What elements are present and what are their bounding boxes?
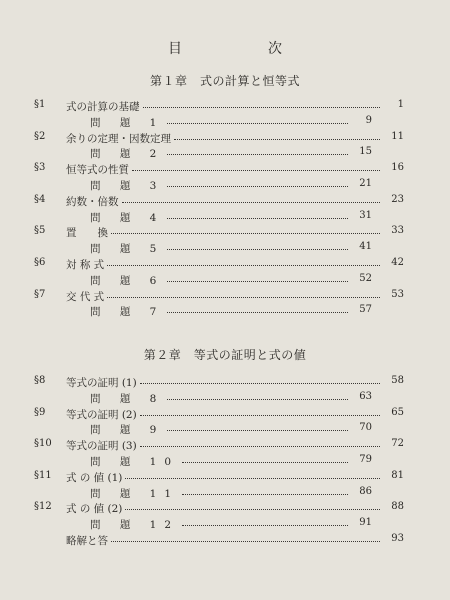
page-number: 86 [359, 485, 372, 497]
toc-section-entry [0, 99, 450, 115]
entry-label: 問 題 8 [90, 392, 165, 405]
dot-leader [125, 478, 380, 479]
dot-leader [167, 399, 348, 400]
entry-label: 置 換 [66, 227, 108, 240]
page-number: 11 [391, 130, 404, 142]
entry-label: 対 称 式 [66, 259, 105, 271]
toc-section-entry [0, 470, 450, 486]
entry-label: 問 題 1 [90, 116, 165, 129]
entry-label: 式 の 値 (2) [66, 503, 123, 516]
page-number: 31 [359, 209, 372, 221]
dot-leader [167, 249, 348, 250]
entry-label: 約数・倍数 [66, 195, 119, 208]
entry-label: 等式の証明 (1) [66, 377, 137, 389]
toc-problem-entry [0, 115, 450, 131]
section-number: §2 [34, 130, 46, 142]
toc-problem-entry [0, 517, 450, 533]
dot-leader [122, 202, 381, 203]
page-number: 57 [359, 304, 372, 316]
section-number: §10 [34, 438, 52, 450]
entry-label: 略解と答 [66, 535, 108, 547]
entry-label: 交 代 式 [66, 290, 105, 303]
dot-leader [107, 297, 380, 298]
section-number: §6 [34, 257, 46, 268]
page-number: 42 [391, 257, 404, 268]
entry-label: 余りの定理・因数定理 [66, 132, 171, 145]
page-number: 88 [391, 501, 404, 513]
section-number: §5 [34, 225, 46, 237]
toc-problem-entry [0, 146, 450, 162]
dot-leader [167, 312, 348, 313]
toc-section-entry [0, 162, 450, 178]
toc-section-entry [0, 438, 450, 454]
entry-label: 式 の 値 (1) [66, 471, 123, 484]
section-number: §11 [34, 469, 52, 481]
section-number: §9 [34, 406, 46, 418]
section-number: §12 [34, 501, 52, 513]
page-number: 15 [359, 146, 372, 158]
page-number: 70 [359, 422, 372, 434]
dot-leader [182, 525, 348, 526]
entry-label: 恒等式の性質 [66, 164, 129, 177]
toc-problem-entry [0, 486, 450, 502]
toc-title: 目 次 [168, 41, 318, 57]
page-number: 91 [359, 517, 372, 529]
dot-leader [140, 446, 380, 447]
toc-section-entry [0, 407, 450, 423]
entry-label: 式の計算の基礎 [66, 101, 140, 113]
dot-leader [111, 541, 380, 542]
dot-leader [182, 462, 348, 463]
toc-section-entry [0, 289, 450, 305]
toc-problem-entry [0, 454, 450, 470]
dot-leader [107, 265, 380, 266]
entry-label: 問 題 11 [90, 487, 180, 500]
section-number: §1 [34, 99, 46, 110]
dot-leader [140, 383, 380, 384]
entry-label: 等式の証明 (2) [66, 408, 137, 421]
entry-label: 問 題 7 [90, 306, 165, 319]
dot-leader [182, 494, 348, 495]
page-number: 23 [391, 193, 404, 205]
page-number: 33 [391, 225, 404, 237]
page-number: 65 [391, 406, 404, 418]
toc-problem-entry [0, 178, 450, 194]
page-number: 79 [359, 454, 372, 465]
entry-label: 問 題 9 [90, 424, 165, 437]
dot-leader [132, 170, 380, 171]
toc-problem-entry [0, 241, 450, 257]
dot-leader [125, 509, 380, 510]
dot-leader [140, 415, 380, 416]
chapter-heading: 第１章 式の計算と恒等式 [149, 74, 300, 88]
section-number: §8 [34, 375, 46, 386]
dot-leader [174, 139, 380, 140]
dot-leader [167, 186, 348, 187]
toc-problem-entry [0, 273, 450, 289]
section-number: §7 [34, 288, 46, 300]
entry-label: 問 題 4 [90, 211, 165, 224]
toc-section-entry [0, 194, 450, 210]
dot-leader [167, 281, 348, 282]
entry-label: 問 題 12 [90, 519, 180, 532]
entry-label: 問 題 3 [90, 180, 165, 192]
page-number: 63 [359, 390, 372, 402]
toc-section-entry [0, 533, 450, 549]
toc-section-entry [0, 375, 450, 391]
page-number: 58 [391, 375, 404, 386]
toc-problem-entry [0, 391, 450, 407]
page-number: 53 [391, 288, 404, 300]
toc-problem-entry [0, 422, 450, 438]
entry-label: 問 題 2 [90, 148, 165, 161]
page-number: 1 [397, 99, 404, 110]
section-number: §4 [34, 193, 46, 205]
page-number: 16 [391, 162, 404, 174]
toc-section-entry [0, 257, 450, 273]
page-number: 93 [391, 533, 404, 544]
dot-leader [143, 107, 381, 108]
toc-problem-entry [0, 304, 450, 320]
entry-label: 等式の証明 (3) [66, 440, 137, 453]
page-number: 72 [391, 438, 404, 450]
entry-label: 問 題 6 [90, 274, 165, 287]
page-number: 9 [365, 114, 372, 126]
dot-leader [111, 233, 380, 234]
section-number: §3 [34, 162, 46, 174]
dot-leader [167, 218, 348, 219]
dot-leader [167, 154, 348, 155]
page-number: 21 [359, 178, 372, 189]
toc-problem-entry [0, 210, 450, 226]
chapter-heading: 第２章 等式の証明と式の値 [143, 348, 307, 362]
dot-leader [167, 430, 348, 431]
toc-section-entry [0, 131, 450, 147]
toc-section-entry [0, 225, 450, 241]
page-number: 41 [359, 241, 372, 253]
page-number: 81 [391, 469, 404, 481]
entry-label: 問 題 10 [90, 456, 180, 468]
page-number: 52 [359, 272, 372, 284]
dot-leader [167, 123, 348, 124]
entry-label: 問 題 5 [90, 243, 165, 256]
toc-section-entry [0, 501, 450, 517]
